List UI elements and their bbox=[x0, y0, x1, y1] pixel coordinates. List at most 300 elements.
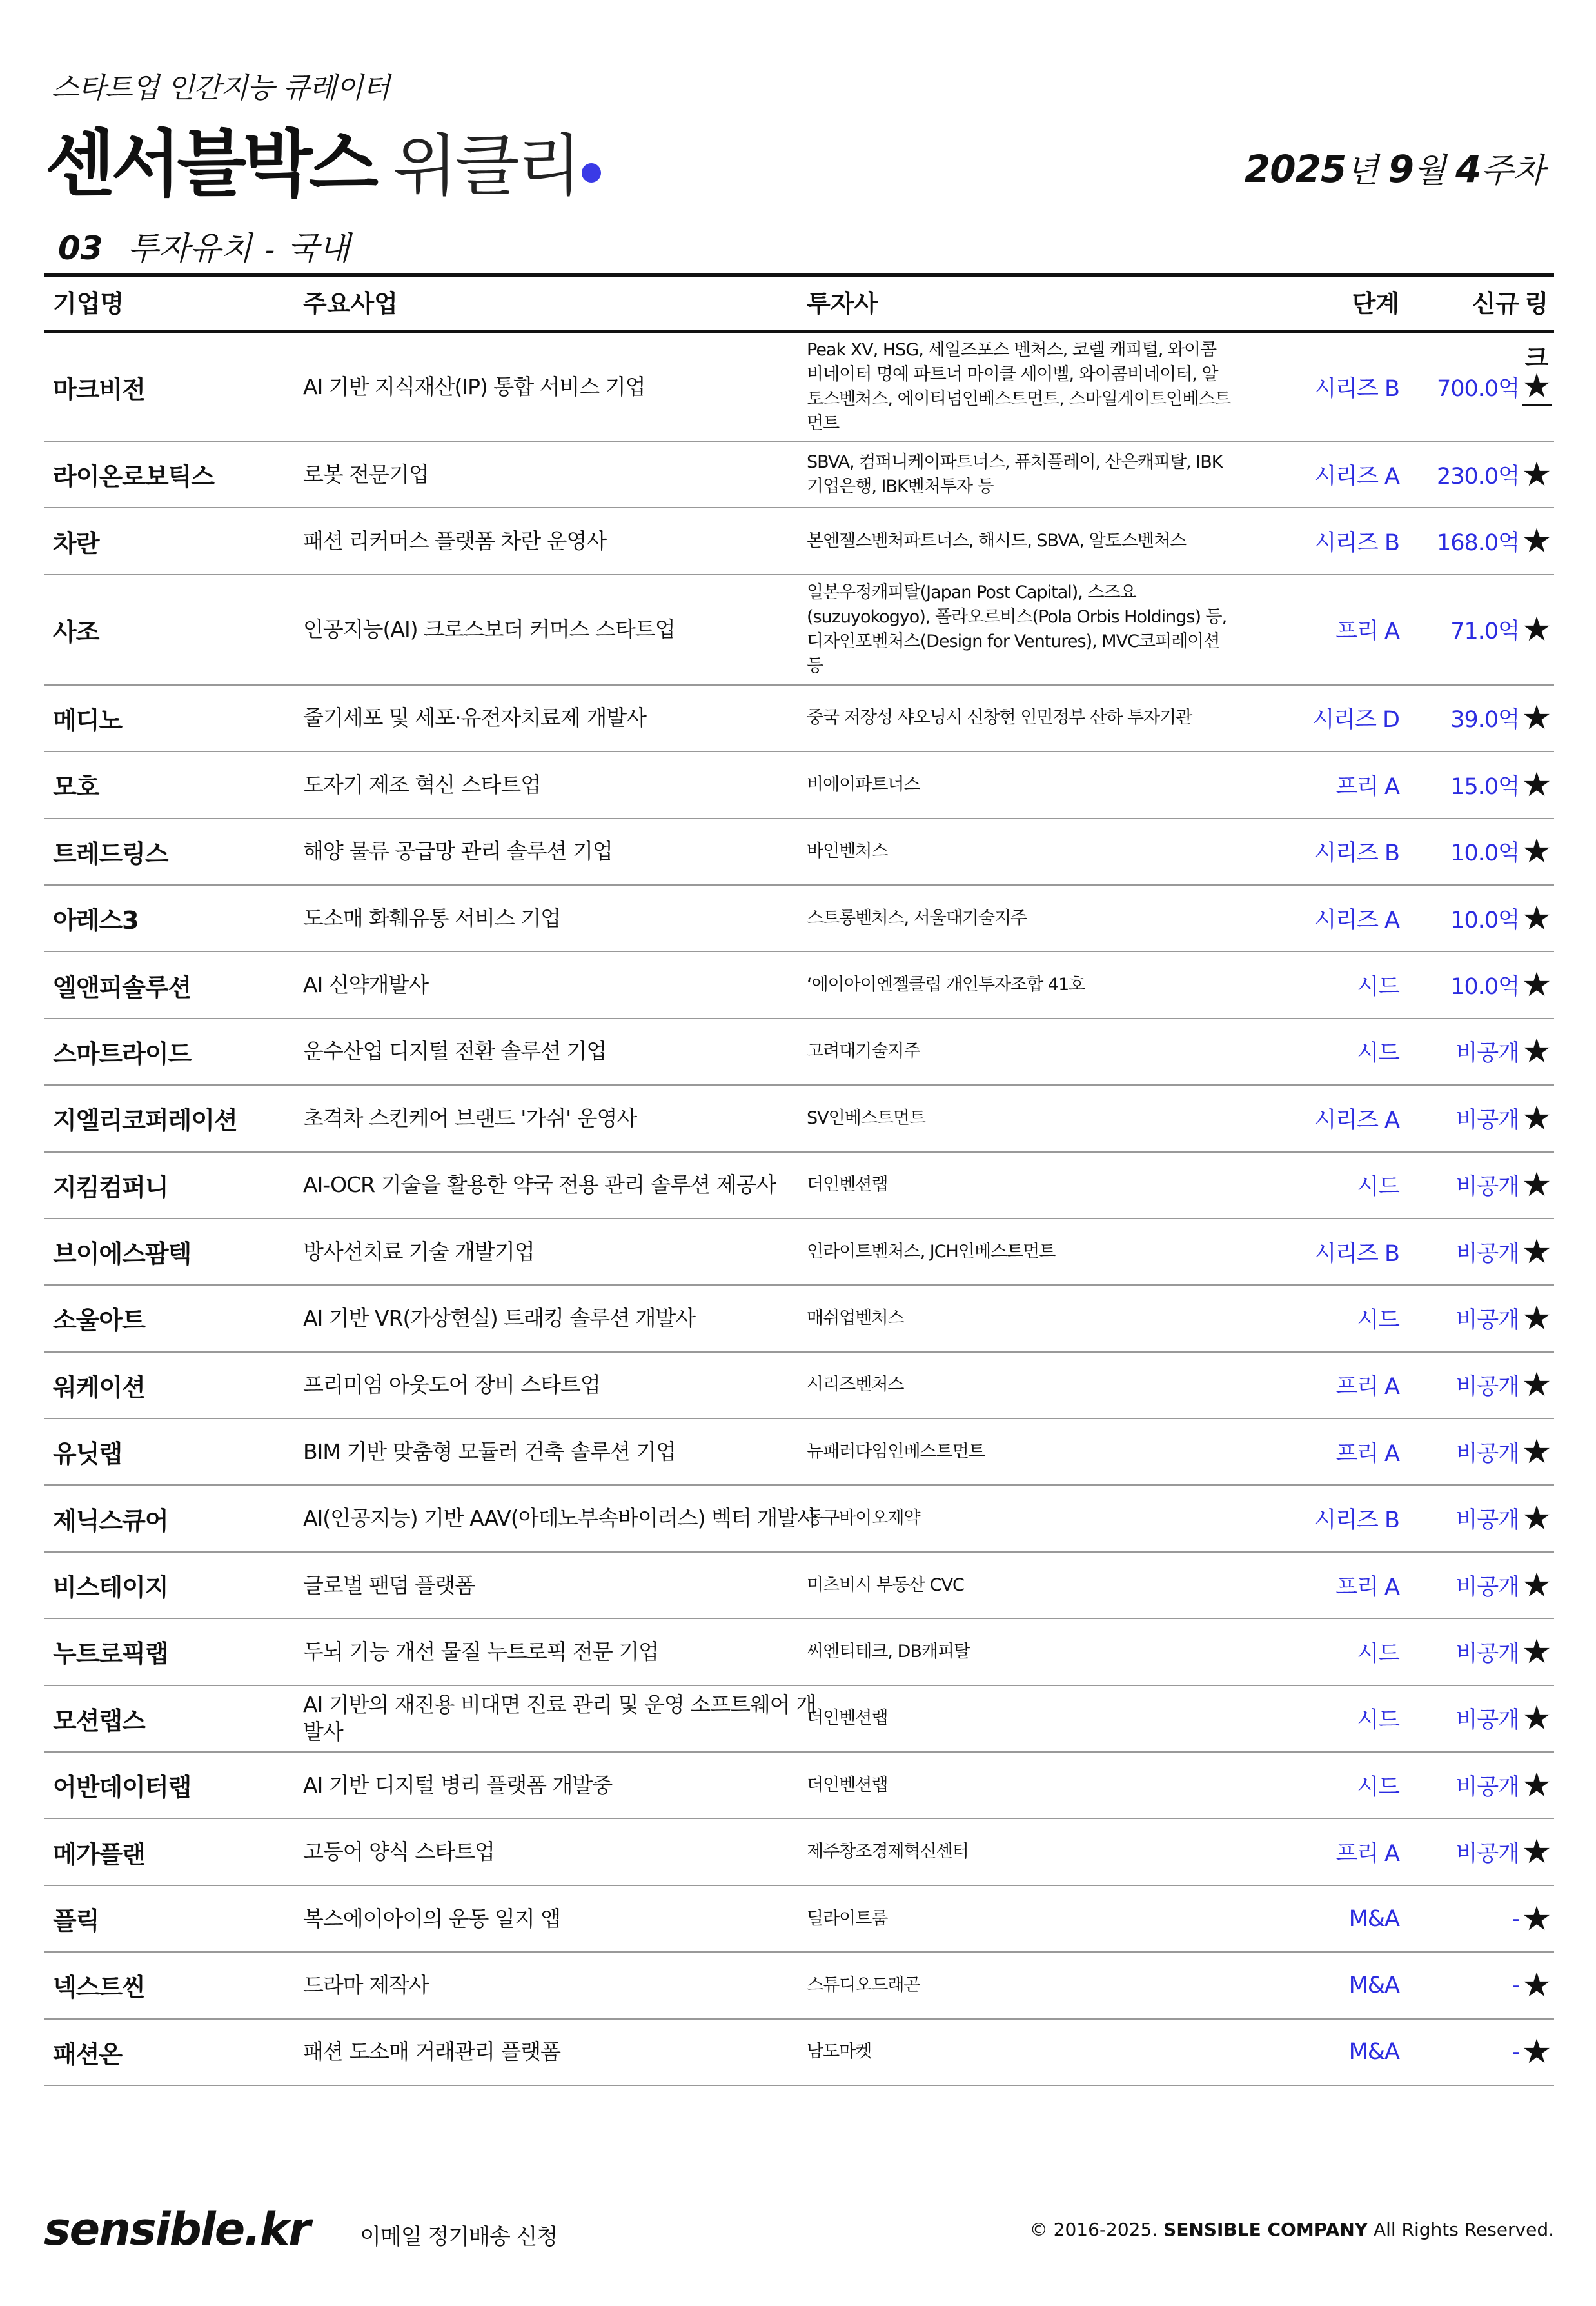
article-link-star-icon-text[interactable]: ★ bbox=[1521, 455, 1552, 494]
business-desc-text: 드라마 제작사 bbox=[303, 1972, 429, 1998]
issue-week: 4 bbox=[1455, 147, 1481, 191]
article-link-star-icon-text[interactable]: ★ bbox=[1521, 610, 1552, 650]
article-link-star-icon-text[interactable]: ★ bbox=[1521, 1699, 1552, 1738]
investors bbox=[807, 1353, 1232, 1418]
issue-month: 9 bbox=[1388, 147, 1414, 191]
business-desc bbox=[303, 1686, 832, 1751]
business-desc-text: 프리미엄 아웃도어 장비 스타트업 bbox=[303, 1372, 600, 1398]
funding-amount-text: 10.0억 bbox=[1450, 907, 1519, 933]
business-desc-text: 두뇌 기능 개선 물질 누트로픽 전문 기업 bbox=[303, 1638, 658, 1664]
business-desc-text: AI 기반의 재진용 비대면 진료 관리 및 운영 소프트웨어 개발사 bbox=[303, 1692, 816, 1745]
funding-stage-text: M&A bbox=[1348, 1972, 1399, 1998]
company-name bbox=[53, 1486, 285, 1551]
business-desc-text: 도자기 제조 혁신 스타트업 bbox=[303, 771, 541, 797]
article-link-star-icon-text[interactable]: ★ bbox=[1521, 832, 1552, 871]
funding-amount-text: 700.0억 bbox=[1436, 376, 1519, 402]
investors bbox=[807, 2020, 1232, 2085]
issue-year: 2025 bbox=[1244, 147, 1346, 191]
funding-amount bbox=[1404, 1419, 1519, 1484]
funding-amount bbox=[1404, 1019, 1519, 1084]
funding-stage bbox=[1230, 333, 1399, 441]
table-row bbox=[44, 1819, 1554, 1885]
article-link-star-icon[interactable] bbox=[1519, 952, 1554, 1017]
article-link-star-icon-text[interactable]: ★ bbox=[1521, 2033, 1552, 2072]
business-desc bbox=[303, 1953, 832, 2018]
funding-amount bbox=[1404, 1953, 1519, 2018]
funding-stage-text: 시드 bbox=[1357, 1307, 1399, 1333]
investors-text: 스튜디오드래곤 bbox=[807, 1974, 920, 1995]
table-row bbox=[44, 1753, 1554, 1819]
business-desc-text: 줄기세포 및 세포·유전자치료제 개발사 bbox=[303, 705, 647, 731]
article-link-star-icon[interactable] bbox=[1519, 575, 1554, 684]
table-row bbox=[44, 333, 1554, 442]
funding-stage bbox=[1230, 1819, 1399, 1884]
business-desc-text: 패션 리커머스 플랫폼 차란 운영사 bbox=[303, 528, 607, 554]
company-name-text: 메디노 bbox=[53, 706, 123, 735]
business-desc-text: 도소매 화훼유통 서비스 기업 bbox=[303, 905, 561, 931]
company-name-text: 엘앤피솔루션 bbox=[53, 973, 192, 1002]
funding-amount-text: 15.0억 bbox=[1450, 773, 1519, 800]
funding-stage-text: 시드 bbox=[1357, 974, 1399, 1000]
company-name bbox=[53, 819, 285, 884]
funding-stage bbox=[1230, 1953, 1399, 2018]
funding-amount-text: - bbox=[1512, 1972, 1519, 1998]
funding-stage-text: 시드 bbox=[1357, 1040, 1399, 1067]
company-name bbox=[53, 952, 285, 1017]
funding-stage-text: M&A bbox=[1348, 1905, 1399, 1932]
business-desc-text: 로봇 전문기업 bbox=[303, 461, 429, 487]
funding-stage-text: 시리즈 D bbox=[1312, 707, 1399, 733]
investors-text: SBVA, 컴퍼니케이파트너스, 퓨처플레이, 산은캐피탈, IBK기업은행, IBK벤처투자 등 bbox=[807, 452, 1223, 497]
funding-amount-text: 비공개 bbox=[1455, 1040, 1519, 1067]
funding-amount-text: 비공개 bbox=[1455, 1774, 1519, 1800]
article-link-star-icon-text[interactable]: ★ bbox=[1521, 366, 1552, 406]
business-desc bbox=[303, 1219, 832, 1284]
funding-stage-text: 프리 A bbox=[1335, 1574, 1399, 1600]
article-link-star-icon[interactable] bbox=[1519, 1753, 1554, 1818]
article-link-star-icon-text[interactable]: ★ bbox=[1521, 966, 1552, 1005]
article-link-star-icon-text[interactable]: ★ bbox=[1521, 899, 1552, 938]
article-link-star-icon-text[interactable]: ★ bbox=[1521, 1432, 1552, 1471]
article-link-star-icon[interactable] bbox=[1519, 333, 1554, 441]
business-desc-text: AI 기반 VR(가상현실) 트래킹 솔루션 개발사 bbox=[303, 1305, 696, 1331]
investors-text: 중국 저장성 샤오닝시 신창현 인민정부 산하 투자기관 bbox=[807, 708, 1192, 728]
article-link-star-icon[interactable] bbox=[1519, 686, 1554, 751]
section-number: 03 bbox=[58, 230, 103, 267]
funding-amount bbox=[1404, 1753, 1519, 1818]
investors-text: 시리즈벤처스 bbox=[807, 1375, 904, 1395]
funding-amount bbox=[1404, 1219, 1519, 1284]
copyright-prefix: © 2016-2025. bbox=[1029, 2219, 1158, 2240]
funding-amount-text: 비공개 bbox=[1455, 1640, 1519, 1667]
business-desc bbox=[303, 2020, 832, 2085]
funding-stage-text: 시리즈 B bbox=[1314, 1507, 1399, 1534]
brand-logo bbox=[45, 106, 601, 206]
company-name-text: 넥스트씬 bbox=[53, 1973, 145, 2002]
funding-amount-text: 비공개 bbox=[1455, 1174, 1519, 1200]
investors bbox=[807, 1153, 1232, 1218]
funding-stage bbox=[1230, 1153, 1399, 1218]
article-link-star-icon-text[interactable]: ★ bbox=[1521, 1499, 1552, 1538]
article-link-star-icon[interactable] bbox=[1519, 1619, 1554, 1684]
investors bbox=[807, 952, 1232, 1017]
company-name bbox=[53, 1619, 285, 1684]
table-row bbox=[44, 819, 1554, 886]
article-link-star-icon-text[interactable]: ★ bbox=[1521, 1899, 1552, 1938]
funding-stage-text: 시리즈 A bbox=[1314, 1107, 1399, 1133]
table-row bbox=[44, 686, 1554, 752]
article-link-star-icon-text[interactable]: ★ bbox=[1521, 1232, 1552, 1271]
article-link-star-icon[interactable] bbox=[1519, 508, 1554, 573]
company-name bbox=[53, 1019, 285, 1084]
article-link-star-icon[interactable] bbox=[1519, 1953, 1554, 2018]
company-name-text: 마크비전 bbox=[53, 375, 145, 404]
funding-stage bbox=[1230, 508, 1399, 573]
article-link-star-icon-text[interactable]: ★ bbox=[1521, 1366, 1552, 1405]
funding-stage-text: 프리 A bbox=[1335, 1374, 1399, 1400]
table-row bbox=[44, 575, 1554, 686]
funding-stage bbox=[1230, 886, 1399, 951]
funding-amount-text: 10.0억 bbox=[1450, 840, 1519, 867]
article-link-star-icon-text[interactable]: ★ bbox=[1521, 1565, 1552, 1605]
business-desc-text: 글로벌 팬덤 플랫폼 bbox=[303, 1572, 475, 1598]
funding-stage-text: 시드 bbox=[1357, 1640, 1399, 1667]
company-name-text: 플릭 bbox=[53, 1907, 99, 1935]
funding-amount bbox=[1404, 686, 1519, 751]
company-name-text: 트레드링스 bbox=[53, 839, 168, 868]
article-link-star-icon-text[interactable]: ★ bbox=[1521, 1166, 1552, 1205]
investors-text: 고려대기술지주 bbox=[807, 1041, 920, 1062]
table-row bbox=[44, 442, 1554, 508]
investors bbox=[807, 1753, 1232, 1818]
company-name-text: 워케이션 bbox=[53, 1373, 145, 1402]
article-link-star-icon[interactable] bbox=[1519, 1086, 1554, 1151]
funding-amount bbox=[1404, 1553, 1519, 1618]
investors bbox=[807, 1686, 1232, 1751]
article-link-star-icon[interactable] bbox=[1519, 1819, 1554, 1884]
business-desc bbox=[303, 752, 832, 817]
funding-stage-text: 프리 A bbox=[1335, 619, 1399, 645]
investors-text: 미츠비시 부동산 CVC bbox=[807, 1575, 964, 1595]
company-name bbox=[53, 333, 285, 441]
company-name bbox=[53, 1153, 285, 1218]
funding-stage-text: 시리즈 A bbox=[1314, 463, 1399, 490]
funding-stage bbox=[1230, 1419, 1399, 1484]
funding-amount bbox=[1404, 1353, 1519, 1418]
funding-amount bbox=[1404, 1686, 1519, 1751]
copyright bbox=[1030, 2219, 1554, 2240]
article-link-star-icon[interactable] bbox=[1519, 1419, 1554, 1484]
header-business: 주요사업 bbox=[303, 290, 398, 318]
company-name bbox=[53, 886, 285, 951]
article-link-star-icon[interactable] bbox=[1519, 1486, 1554, 1551]
article-link-star-icon[interactable] bbox=[1519, 1353, 1554, 1418]
footer-logo[interactable]: sensible.kr bbox=[44, 2203, 310, 2256]
table-row bbox=[44, 1886, 1554, 1953]
investors-text: 바인벤처스 bbox=[807, 841, 888, 862]
subscribe-link[interactable]: 이메일 정기배송 신청 bbox=[360, 2224, 558, 2250]
company-name-text: 어반데이터랩 bbox=[53, 1773, 192, 1802]
funding-amount bbox=[1404, 333, 1519, 441]
article-link-star-icon[interactable] bbox=[1519, 442, 1554, 507]
funding-amount-text: 비공개 bbox=[1455, 1507, 1519, 1534]
business-desc bbox=[303, 575, 832, 684]
funding-amount bbox=[1404, 752, 1519, 817]
funding-stage bbox=[1230, 1353, 1399, 1418]
business-desc bbox=[303, 1019, 832, 1084]
company-name bbox=[53, 1353, 285, 1418]
business-desc bbox=[303, 1086, 832, 1151]
business-desc-text: 해양 물류 공급망 관리 솔루션 기업 bbox=[303, 839, 613, 864]
funding-stage-text: 시리즈 A bbox=[1314, 907, 1399, 933]
table-row bbox=[44, 1219, 1554, 1286]
investors bbox=[807, 819, 1232, 884]
article-link-star-icon-text[interactable]: ★ bbox=[1521, 522, 1552, 561]
article-link-star-icon[interactable] bbox=[1519, 1153, 1554, 1218]
funding-amount-text: 비공개 bbox=[1455, 1841, 1519, 1867]
article-link-star-icon[interactable] bbox=[1519, 886, 1554, 951]
funding-amount bbox=[1404, 819, 1519, 884]
table-row bbox=[44, 2020, 1554, 2086]
funding-stage-text: 시드 bbox=[1357, 1174, 1399, 1200]
company-name bbox=[53, 1953, 285, 2018]
article-link-star-icon[interactable] bbox=[1519, 752, 1554, 817]
kicker: 스타트업 인간지능 큐레이터 bbox=[52, 72, 390, 104]
section-title bbox=[58, 223, 350, 269]
header-link: 링크 bbox=[1524, 290, 1549, 372]
funding-stage bbox=[1230, 575, 1399, 684]
investors-text: 비에이파트너스 bbox=[807, 774, 920, 795]
article-link-star-icon[interactable] bbox=[1519, 1686, 1554, 1751]
company-name bbox=[53, 1086, 285, 1151]
header-amount: 신규 bbox=[1472, 290, 1519, 318]
company-name bbox=[53, 686, 285, 751]
table-row bbox=[44, 1286, 1554, 1352]
article-link-star-icon-text[interactable]: ★ bbox=[1521, 1298, 1552, 1338]
investors-text: 스트롱벤처스, 서울대기술지주 bbox=[807, 908, 1027, 928]
company-name-text: 제닉스큐어 bbox=[53, 1506, 168, 1535]
article-link-star-icon-text[interactable]: ★ bbox=[1521, 1032, 1552, 1071]
business-desc bbox=[303, 1553, 832, 1618]
company-name-text: 유닛랩 bbox=[53, 1440, 123, 1469]
funding-stage bbox=[1230, 819, 1399, 884]
investors bbox=[807, 1486, 1232, 1551]
funding-amount-text: 230.0억 bbox=[1436, 463, 1519, 490]
table-row bbox=[44, 508, 1554, 575]
investors-text: 더인벤션랩 bbox=[807, 1175, 888, 1195]
funding-amount bbox=[1404, 442, 1519, 507]
article-link-star-icon-text[interactable]: ★ bbox=[1521, 699, 1552, 738]
header-company: 기업명 bbox=[53, 290, 124, 318]
business-desc-text: 복스에이아이의 운동 일지 앱 bbox=[303, 1905, 561, 1931]
investors-text: 더인벤션랩 bbox=[807, 1708, 888, 1729]
funding-stage bbox=[1230, 1886, 1399, 1951]
header-stage: 단계 bbox=[1352, 290, 1399, 318]
funding-amount bbox=[1404, 1819, 1519, 1884]
business-desc-text: AI 신약개발사 bbox=[303, 972, 429, 998]
article-link-star-icon[interactable] bbox=[1519, 1286, 1554, 1351]
funding-stage-text: 시리즈 B bbox=[1314, 376, 1399, 402]
company-name bbox=[53, 1553, 285, 1618]
funding-stage bbox=[1230, 1486, 1399, 1551]
funding-amount-text: 비공개 bbox=[1455, 1574, 1519, 1600]
article-link-star-icon-text[interactable]: ★ bbox=[1521, 1833, 1552, 1872]
company-name-text: 지킴컴퍼니 bbox=[53, 1173, 168, 1202]
investors-text: 남도마켓 bbox=[807, 2042, 872, 2062]
company-name-text: 소울아트 bbox=[53, 1306, 145, 1335]
company-name bbox=[53, 1286, 285, 1351]
company-name-text: 누트로픽랩 bbox=[53, 1640, 168, 1669]
funding-amount-text: 비공개 bbox=[1455, 1107, 1519, 1133]
article-link-star-icon[interactable] bbox=[1519, 819, 1554, 884]
funding-amount bbox=[1404, 508, 1519, 573]
investors bbox=[807, 1086, 1232, 1151]
section-name: 투자유치 bbox=[127, 230, 252, 267]
investors bbox=[807, 1553, 1232, 1618]
company-name bbox=[53, 1219, 285, 1284]
business-desc-text: 방사선치료 기술 개발기업 bbox=[303, 1238, 535, 1264]
company-name-text: 비스테이지 bbox=[53, 1573, 168, 1602]
business-desc bbox=[303, 1353, 832, 1418]
article-link-star-icon-text[interactable]: ★ bbox=[1521, 765, 1552, 804]
company-name-text: 모션랩스 bbox=[53, 1706, 145, 1735]
investors-text: 본엔젤스벤처파트너스, 해시드, SBVA, 알토스벤처스 bbox=[807, 531, 1187, 552]
company-name bbox=[53, 442, 285, 507]
funding-stage bbox=[1230, 752, 1399, 817]
article-link-star-icon-text[interactable]: ★ bbox=[1521, 1098, 1552, 1138]
article-link-star-icon[interactable] bbox=[1519, 1886, 1554, 1951]
funding-stage-text: 프리 A bbox=[1335, 773, 1399, 800]
table-row bbox=[44, 1353, 1554, 1419]
business-desc bbox=[303, 1886, 832, 1951]
article-link-star-icon-text[interactable]: ★ bbox=[1521, 1632, 1552, 1671]
funding-amount-text: - bbox=[1512, 2039, 1519, 2065]
investors bbox=[807, 1019, 1232, 1084]
company-name-text: 메가플랜 bbox=[53, 1840, 145, 1869]
business-desc-text: BIM 기반 맞춤형 모듈러 건축 솔루션 기업 bbox=[303, 1438, 676, 1464]
company-name bbox=[53, 2020, 285, 2085]
business-desc bbox=[303, 886, 832, 951]
business-desc bbox=[303, 333, 832, 441]
funding-stage bbox=[1230, 442, 1399, 507]
section-region: 국내 bbox=[287, 230, 350, 267]
funding-stage bbox=[1230, 1086, 1399, 1151]
investors bbox=[807, 508, 1232, 573]
article-link-star-icon[interactable] bbox=[1519, 2020, 1554, 2085]
table-row bbox=[44, 1419, 1554, 1486]
funding-amount bbox=[1404, 886, 1519, 951]
table-row bbox=[44, 1619, 1554, 1685]
article-link-star-icon-text[interactable]: ★ bbox=[1521, 1765, 1552, 1805]
funding-stage-text: 시드 bbox=[1357, 1707, 1399, 1734]
investors bbox=[807, 886, 1232, 951]
business-desc bbox=[303, 952, 832, 1017]
investors bbox=[807, 442, 1232, 507]
table-row bbox=[44, 1686, 1554, 1753]
funding-stage-text: 프리 A bbox=[1335, 1440, 1399, 1467]
investors-text: 제주창조경제혁신센터 bbox=[807, 1842, 969, 1862]
table-body bbox=[44, 333, 1554, 2086]
business-desc bbox=[303, 1819, 832, 1884]
company-name-text: 브이에스팜텍 bbox=[53, 1240, 192, 1269]
funding-amount bbox=[1404, 1086, 1519, 1151]
brand-name-bold: 센서블박스 bbox=[45, 123, 375, 206]
investors-text: SV인베스트먼트 bbox=[807, 1108, 926, 1128]
company-name bbox=[53, 1419, 285, 1484]
table-row bbox=[44, 1553, 1554, 1619]
article-link-star-icon[interactable] bbox=[1519, 1219, 1554, 1284]
table-header bbox=[44, 277, 1554, 372]
business-desc-text: AI 기반 지식재산(IP) 통합 서비스 기업 bbox=[303, 374, 645, 399]
company-name-text: 패션온 bbox=[53, 2040, 123, 2069]
brand-name-light: 위클리 bbox=[392, 126, 580, 205]
table-row bbox=[44, 1153, 1554, 1219]
funding-stage-text: 시리즈 B bbox=[1314, 530, 1399, 557]
table-row bbox=[44, 952, 1554, 1019]
investors bbox=[807, 575, 1232, 684]
funding-amount bbox=[1404, 1886, 1519, 1951]
investors bbox=[807, 1619, 1232, 1684]
funding-amount-text: 비공개 bbox=[1455, 1307, 1519, 1333]
investors bbox=[807, 1419, 1232, 1484]
funding-stage-text: 시리즈 B bbox=[1314, 840, 1399, 867]
investors-text: 씨엔티테크, DB캐피탈 bbox=[807, 1641, 970, 1662]
funding-amount-text: 비공개 bbox=[1455, 1240, 1519, 1267]
funding-stage bbox=[1230, 1219, 1399, 1284]
table-row bbox=[44, 886, 1554, 952]
business-desc-text: 초격차 스킨케어 브랜드 '가쉬' 운영사 bbox=[303, 1105, 637, 1131]
business-desc bbox=[303, 508, 832, 573]
article-link-star-icon[interactable] bbox=[1519, 1553, 1554, 1618]
table-row bbox=[44, 1953, 1554, 2019]
business-desc bbox=[303, 442, 832, 507]
funding-amount-text: 71.0억 bbox=[1450, 619, 1519, 645]
business-desc bbox=[303, 1419, 832, 1484]
funding-amount-text: 비공개 bbox=[1455, 1707, 1519, 1734]
investors bbox=[807, 1819, 1232, 1884]
investors-text: 매쉬업벤처스 bbox=[807, 1307, 904, 1328]
company-name-text: 스마트라이드 bbox=[53, 1039, 192, 1068]
funding-amount bbox=[1404, 1619, 1519, 1684]
funding-amount-text: - bbox=[1512, 1905, 1519, 1932]
article-link-star-icon-text[interactable]: ★ bbox=[1521, 1965, 1552, 2005]
company-name-text: 아레스3 bbox=[53, 906, 139, 935]
issue-week-unit: 주차 bbox=[1481, 152, 1544, 190]
investors bbox=[807, 752, 1232, 817]
funding-amount bbox=[1404, 1286, 1519, 1351]
funding-stage bbox=[1230, 1619, 1399, 1684]
business-desc bbox=[303, 1753, 832, 1818]
table-row bbox=[44, 1019, 1554, 1086]
article-link-star-icon[interactable] bbox=[1519, 1019, 1554, 1084]
investors-text: 더인벤션랩 bbox=[807, 1774, 888, 1795]
funding-stage bbox=[1230, 1019, 1399, 1084]
funding-stage bbox=[1230, 1553, 1399, 1618]
funding-stage-text: 프리 A bbox=[1335, 1841, 1399, 1867]
funding-amount bbox=[1404, 952, 1519, 1017]
funding-stage bbox=[1230, 1753, 1399, 1818]
investors-text: 딜라이트룸 bbox=[807, 1908, 888, 1929]
business-desc-text: AI(인공지능) 기반 AAV(아데노부속바이러스) 벡터 개발사 bbox=[303, 1506, 817, 1531]
section-dash: - bbox=[264, 234, 275, 266]
header-investors: 투자사 bbox=[807, 290, 878, 318]
investors-text: 뉴패러다임인베스트먼트 bbox=[807, 1441, 985, 1462]
funding-stage bbox=[1230, 686, 1399, 751]
investors-text: 동구바이오제약 bbox=[807, 1508, 920, 1529]
business-desc-text: 운수산업 디지털 전환 솔루션 기업 bbox=[303, 1039, 607, 1064]
company-name bbox=[53, 1753, 285, 1818]
business-desc bbox=[303, 1486, 832, 1551]
